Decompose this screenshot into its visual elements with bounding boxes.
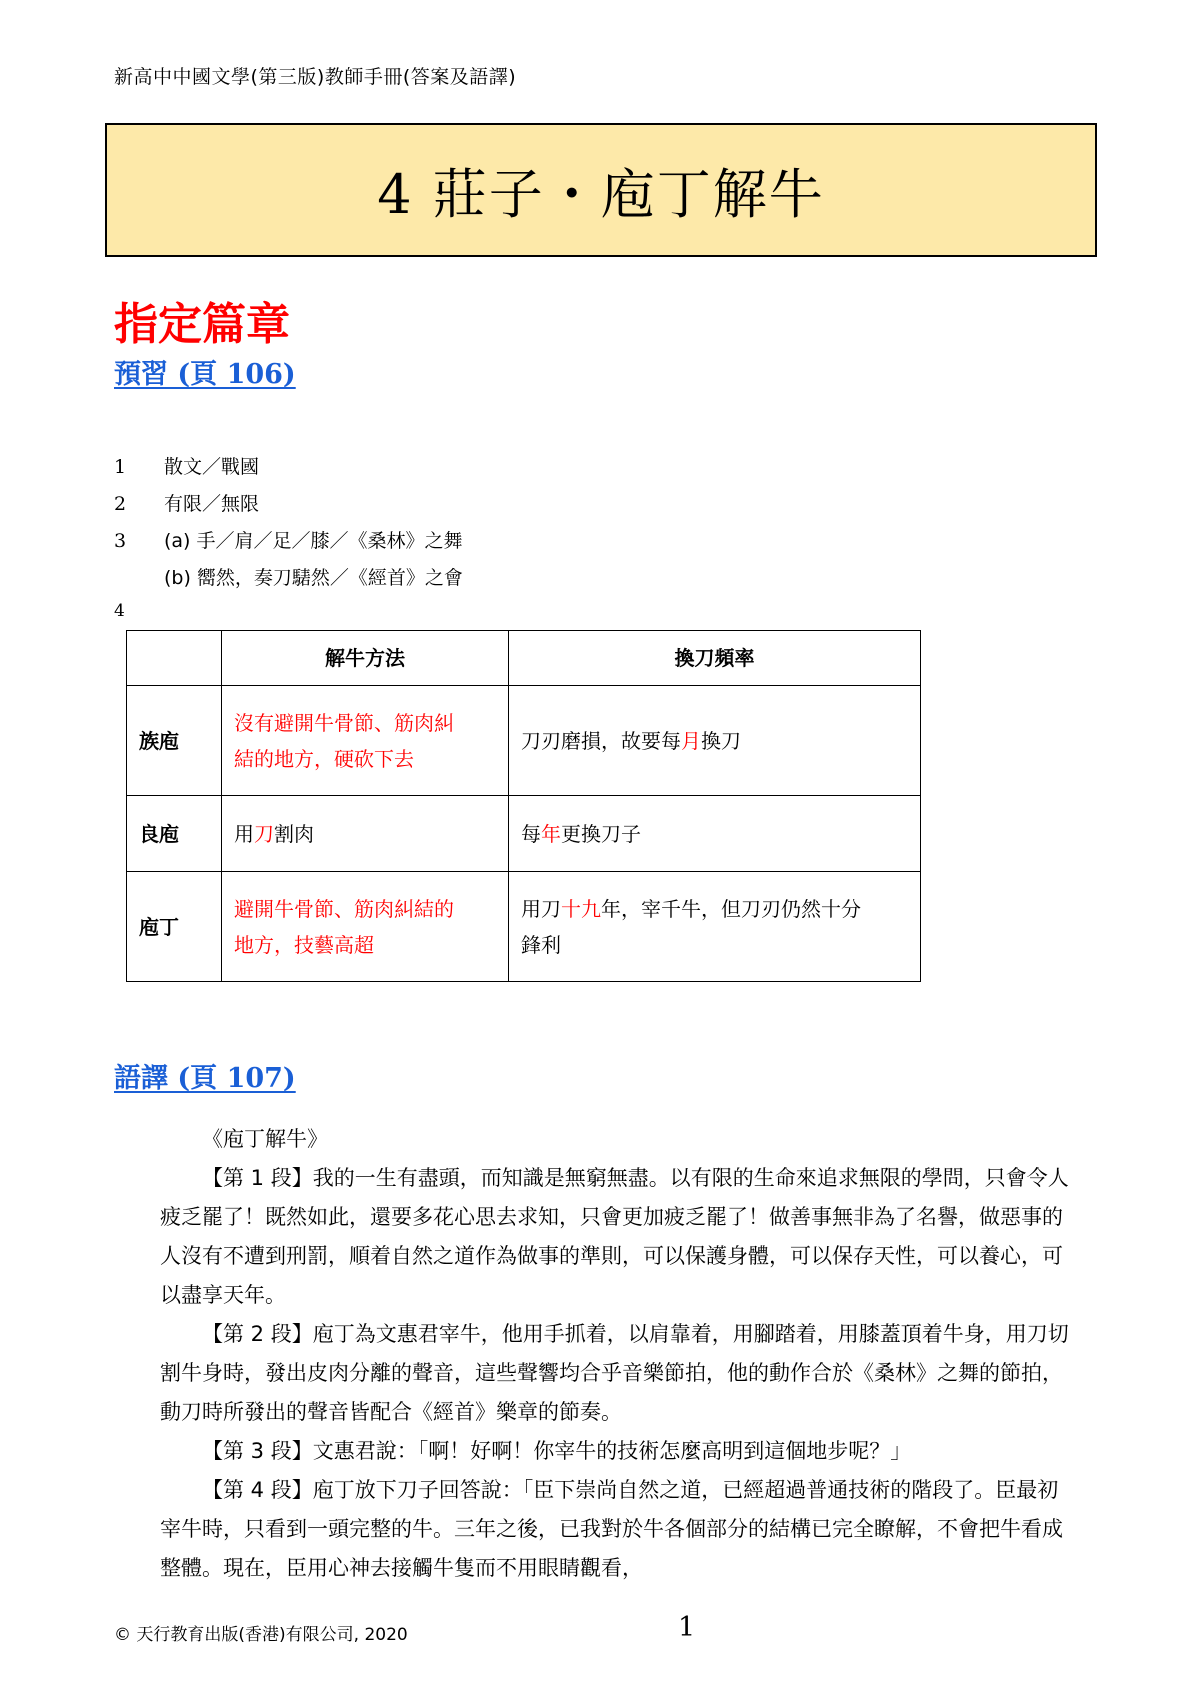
method-line: 地方，技藝高超 <box>234 932 374 957</box>
translation-paragraph: 【第 4 段】庖丁放下刀子回答說：「臣下崇尚自然之道，已經超過普通技術的階段了。臣最初宰牛時，只看到一頭完整的牛。三年之後，已我對於牛各個部分的結構已完全瞭解，不會把牛看成整體。現在，臣用心神去接觸牛隻而不用眼睛觀看， <box>160 1478 1063 1580</box>
item-number: 2 <box>114 493 127 515</box>
freq-text: 換刀 <box>701 728 741 753</box>
method-cell <box>222 796 509 872</box>
page-title: 4 莊子・庖丁解牛 <box>377 162 825 226</box>
method-cell <box>222 686 509 796</box>
translation-paragraph: 【第 1 段】我的一生有盡頭，而知識是無窮無盡。以有限的生命來追求無限的學問，只會令人疲乏罷了！既然如此，還要多花心思去求知，只會更加疲乏罷了！做善事無非為了名譽，做惡事的人沒有不遭到刑罰，順着自然之道作為做事的準則，可以保護身體，可以保存天性，可以養心，可以盡享天年。 <box>160 1166 1069 1307</box>
table-row <box>127 796 921 872</box>
row-label: 庖丁 <box>127 872 222 982</box>
item-number: 3 <box>114 530 127 552</box>
method-cell <box>222 872 509 982</box>
freq-highlight: 月 <box>681 728 701 753</box>
method-line: 避開牛骨節、筋肉糾結的 <box>234 896 454 921</box>
document-header: 新高中中國文學(第三版)教師手冊(答案及語譯) <box>114 66 517 88</box>
translation-heading: 語譯 (頁 107) <box>114 1063 296 1094</box>
freq-line2: 鋒利 <box>521 932 561 957</box>
item-number: 1 <box>114 456 127 478</box>
table-header-frequency: 換刀頻率 <box>509 631 921 686</box>
preview-heading: 預習 (頁 106) <box>114 359 296 390</box>
translation-paragraph: 【第 2 段】庖丁為文惠君宰牛，他用手抓着，以肩靠着，用腳踏着，用膝蓋頂着牛身，用刀切割牛身時，發出皮肉分離的聲音，這些聲響均合乎音樂節拍，他的動作合於《桑林》之舞的節拍，動刀時所發出的聲音皆配合《經首》樂章的節奏。 <box>160 1322 1069 1424</box>
freq-highlight: 年 <box>541 821 561 846</box>
copyright-footer: © 天行教育出版(香港)有限公司, 2020 <box>114 1625 408 1645</box>
question-4-number: 4 <box>114 601 125 621</box>
frequency-cell <box>509 686 921 796</box>
translation-title: 《庖丁解牛》 <box>202 1127 328 1151</box>
freq-text: 更換刀子 <box>561 821 641 846</box>
row-label: 族庖 <box>127 686 222 796</box>
title-box <box>105 123 1097 257</box>
table-row <box>127 686 921 796</box>
method-line: 結的地方，硬砍下去 <box>234 746 414 771</box>
page-number: 1 <box>678 1612 696 1643</box>
method-line: 沒有避開牛骨節、筋肉糾 <box>234 710 454 735</box>
table-header-empty <box>127 631 222 686</box>
section-title: 指定篇章 <box>114 299 290 350</box>
table-header-row <box>127 631 921 686</box>
method-text: 用 <box>234 821 254 846</box>
freq-text: 刀刃磨損，故要每 <box>521 728 681 753</box>
list-item <box>114 526 463 553</box>
table-header-method: 解牛方法 <box>222 631 509 686</box>
method-text: 割肉 <box>274 821 314 846</box>
freq-text: 每 <box>521 821 541 846</box>
freq-highlight: 十九 <box>561 896 601 921</box>
item-text: (a) 手／肩／足／膝／《桑林》之舞 <box>164 530 463 552</box>
row-label: 良庖 <box>127 796 222 872</box>
frequency-cell <box>509 796 921 872</box>
translation-paragraph: 【第 3 段】文惠君說：「啊！好啊！你宰牛的技術怎麼高明到這個地步呢？」 <box>202 1439 912 1463</box>
translation-body <box>160 1120 1070 1588</box>
freq-text: 年，宰千牛，但刀刃仍然十分 <box>601 896 861 921</box>
item-text: 散文／戰國 <box>164 456 260 478</box>
item-text: (b) 嚮然，奏刀騞然／《經首》之會 <box>164 567 463 589</box>
frequency-cell <box>509 872 921 982</box>
list-item <box>114 563 463 590</box>
list-item <box>114 452 259 479</box>
list-item <box>114 489 259 516</box>
table-row <box>127 872 921 982</box>
freq-text: 用刀 <box>521 896 561 921</box>
answer-table <box>126 630 921 982</box>
method-highlight: 刀 <box>254 821 274 846</box>
item-text: 有限／無限 <box>164 493 260 515</box>
